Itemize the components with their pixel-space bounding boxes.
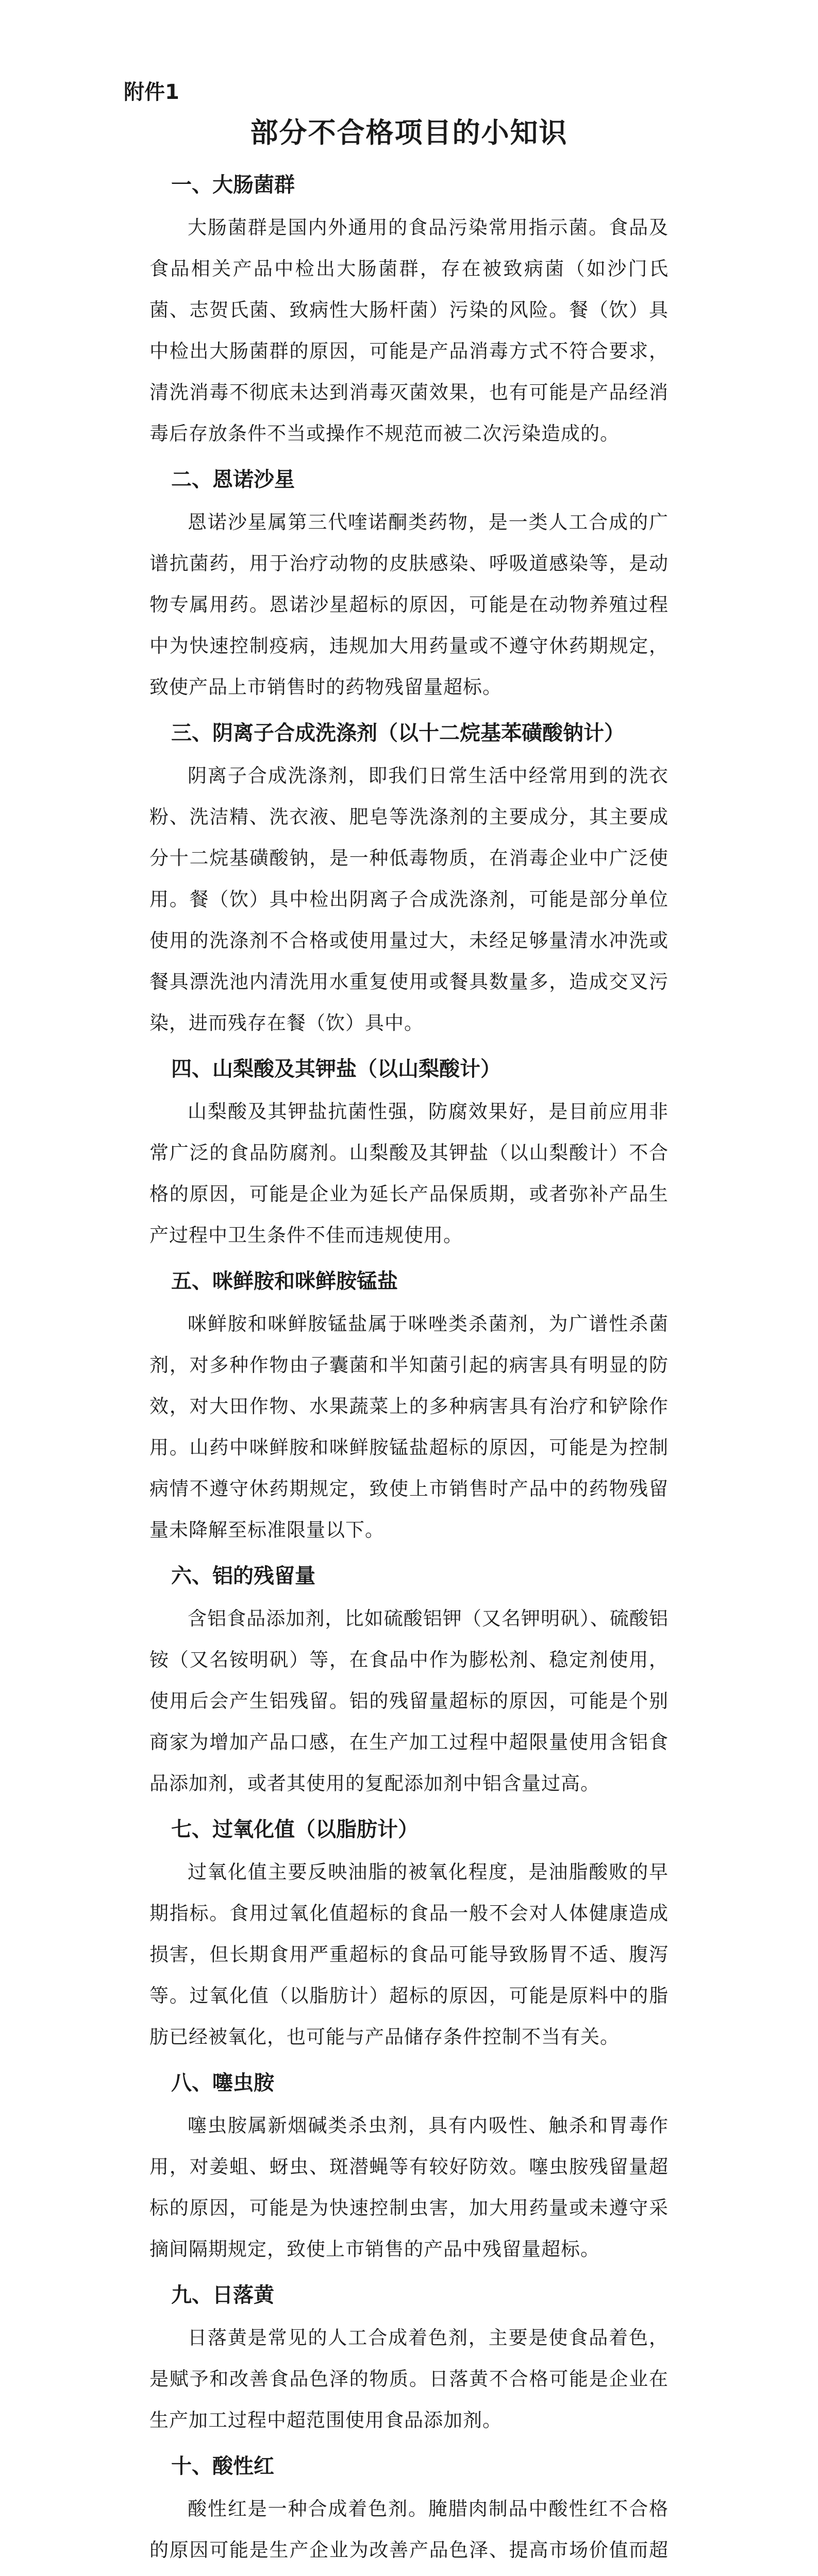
section-body: 阴离子合成洗涤剂，即我们日常生活中经常用到的洗衣粉、洗洁精、洗衣液、肥皂等洗涤剂的主要成分，其主要成分十二烷基磺酸钠，是一种低毒物质，在消毒企业中广泛使用。餐（饮）具中检出阴离子合成洗涤剂，可能是部分单位使用的洗涤剂不合格或使用量过大，未经足够量清水冲洗或餐具漂洗池内清洗用水重复使用或餐具数量多，造成交叉污染，进而残存在餐（饮）具中。 xyxy=(149,765,669,1034)
section-heading: 四、山梨酸及其钾盐（以山梨酸计） xyxy=(171,1057,501,1081)
section-clothianidin xyxy=(149,2061,669,2270)
section-anionic-detergent xyxy=(149,711,669,1044)
section-body: 大肠菌群是国内外通用的食品污染常用指示菌。食品及食品相关产品中检出大肠菌群，存在被致病菌（如沙门氏菌、志贺氏菌、致病性大肠杆菌）污染的风险。餐（饮）具中检出大肠菌群的原因，可能是产品消毒方式不符合要求，清洗消毒不彻底未达到消毒灭菌效果，也有可能是产品经消毒后存放条件不当或操作不规范而被二次污染造成的。 xyxy=(149,216,669,445)
section-heading: 五、咪鲜胺和咪鲜胺锰盐 xyxy=(171,1269,398,1293)
section-body: 咪鲜胺和咪鲜胺锰盐属于咪唑类杀菌剂，为广谱性杀菌剂，对多种作物由子囊菌和半知菌引起的病害具有明显的防效，对大田作物、水果蔬菜上的多种病害具有治疗和铲除作用。山药中咪鲜胺和咪鲜胺锰盐超标的原因，可能是为控制病情不遵守休药期规定，致使上市销售时产品中的药物残留量未降解至标准限量以下。 xyxy=(149,1313,669,1541)
section-heading: 六、铝的残留量 xyxy=(171,1564,315,1588)
section-sorbic-acid xyxy=(149,1047,669,1256)
section-enrofloxacin xyxy=(149,457,669,708)
section-heading: 一、大肠菌群 xyxy=(171,173,295,197)
section-coliform xyxy=(149,163,669,454)
section-aluminium-residue xyxy=(149,1554,669,1804)
attachment-label: 附件1 xyxy=(124,80,179,104)
section-body: 山梨酸及其钾盐抗菌性强，防腐效果好，是目前应用非常广泛的食品防腐剂。山梨酸及其钾盐（以山梨酸计）不合格的原因，可能是企业为延长产品保质期，或者弥补产品生产过程中卫生条件不佳而违规使用。 xyxy=(149,1100,669,1246)
section-body: 噻虫胺属新烟碱类杀虫剂，具有内吸性、触杀和胃毒作用，对姜蛆、蚜虫、斑潜蝇等有较好防效。噻虫胺残留量超标的原因，可能是为快速控制虫害，加大用药量或未遵守采摘间隔期规定，致使上市销售的产品中残留量超标。 xyxy=(149,2114,669,2260)
page-title: 部分不合格项目的小知识 xyxy=(250,116,568,149)
section-heading: 二、恩诺沙星 xyxy=(171,468,295,492)
section-heading: 九、日落黄 xyxy=(171,2283,274,2307)
section-acid-red xyxy=(149,2444,669,2576)
section-heading: 七、过氧化值（以脂肪计） xyxy=(171,1818,419,1841)
section-heading: 三、阴离子合成洗涤剂（以十二烷基苯磺酸钠计） xyxy=(171,721,625,745)
section-peroxide-value xyxy=(149,1807,669,2058)
section-sunset-yellow xyxy=(149,2273,669,2441)
section-body: 恩诺沙星属第三代喹诺酮类药物，是一类人工合成的广谱抗菌药，用于治疗动物的皮肤感染、呼吸道感染等，是动物专属用药。恩诺沙星超标的原因，可能是在动物养殖过程中为快速控制疫病，违规加大用药量或不遵守休药期规定，致使产品上市销售时的药物残留量超标。 xyxy=(149,511,669,698)
section-body: 过氧化值主要反映油脂的被氧化程度，是油脂酸败的早期指标。食用过氧化值超标的食品一般不会对人体健康造成损害，但长期食用严重超标的食品可能导致肠胃不适、腹泻等。过氧化值（以脂肪计）超标的原因，可能是原料中的脂肪已经被氧化，也可能与产品储存条件控制不当有关。 xyxy=(149,1861,669,2048)
section-heading: 十、酸性红 xyxy=(171,2454,274,2478)
section-prochloraz xyxy=(149,1259,669,1551)
section-heading: 八、噻虫胺 xyxy=(171,2071,274,2095)
section-body: 日落黄是常见的人工合成着色剂，主要是使食品着色，是赋予和改善食品色泽的物质。日落黄不合格可能是企业在生产加工过程中超范围使用食品添加剂。 xyxy=(149,2327,669,2431)
section-body: 含铝食品添加剂，比如硫酸铝钾（又名钾明矾）、硫酸铝铵（又名铵明矾）等，在食品中作为膨松剂、稳定剂使用，使用后会产生铝残留。铝的残留量超标的原因，可能是个别商家为增加产品口感，在生产加工过程中超限量使用含铝食品添加剂，或者其使用的复配添加剂中铝含量过高。 xyxy=(149,1607,669,1794)
section-body: 酸性红是一种合成着色剂。腌腊肉制品中酸性红不合格的原因可能是生产企业为改善产品色泽、提高市场价值而超 xyxy=(149,2498,669,2561)
